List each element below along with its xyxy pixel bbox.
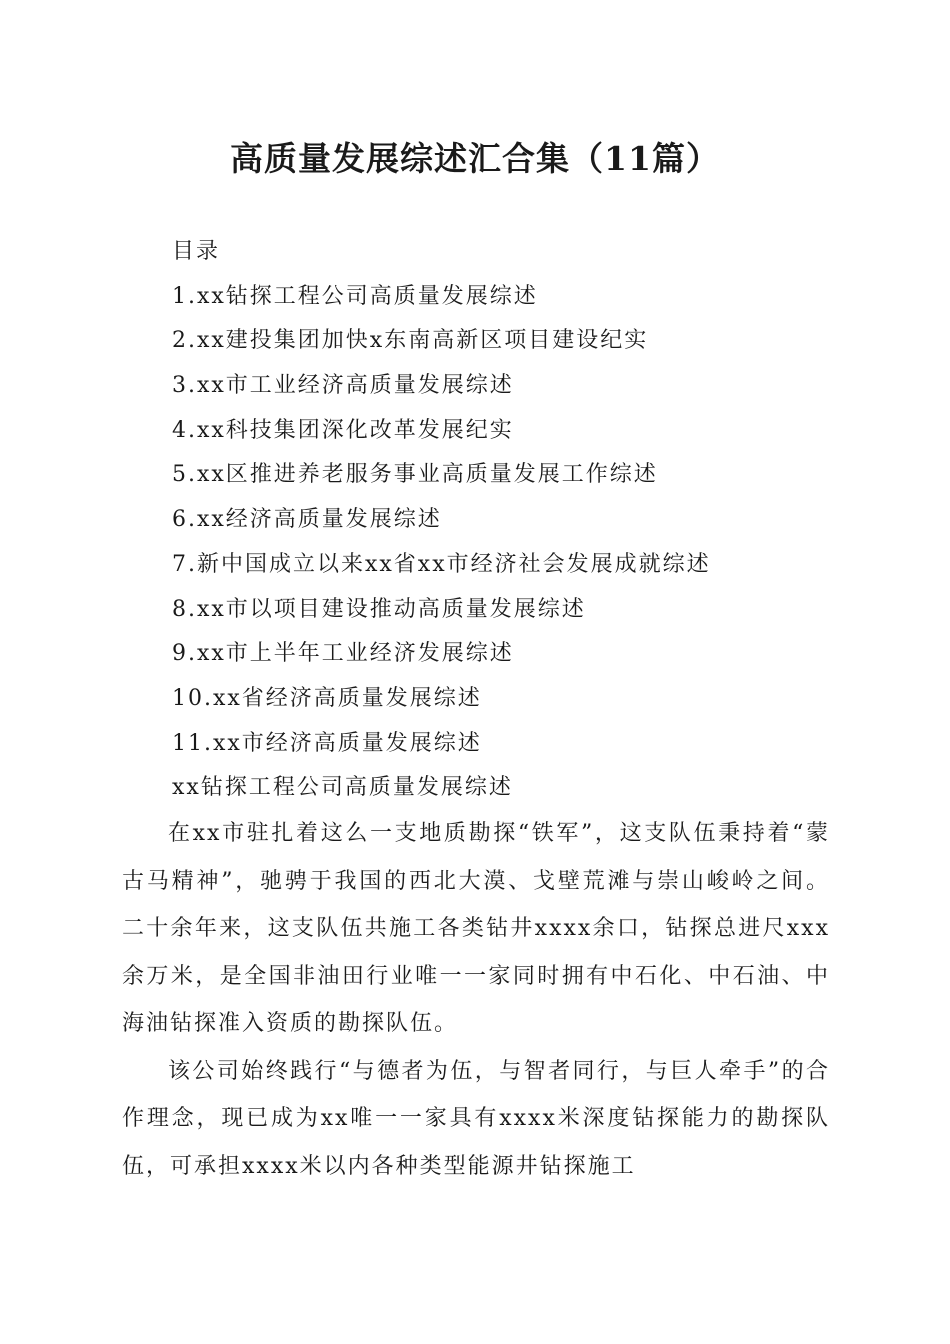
toc-item: 9.xx市上半年工业经济发展综述 [172, 641, 514, 667]
body-text [122, 810, 830, 1190]
table-of-contents [172, 230, 872, 811]
toc-item: 7.新中国成立以来xx省xx市经济社会发展成就综述 [172, 551, 711, 577]
toc-item: 6.xx经济高质量发展综述 [172, 507, 442, 533]
body-paragraph: 该公司始终践行“与德者为伍，与智者同行，与巨人牵手”的合作理念，现已成为xx唯一一家具有xxxx米深度钻探能力的勘探队伍，可承担xxxx米以内各种类型能源井钻探施工 [122, 1058, 830, 1179]
toc-item: 2.xx建投集团加快x东南高新区项目建设纪实 [172, 328, 649, 354]
document-title: 高质量发展综述汇合集（11篇） [230, 139, 720, 178]
toc-item: 5.xx区推进养老服务事业高质量发展工作综述 [172, 462, 658, 488]
toc-item: 1.xx钻探工程公司高质量发展综述 [172, 283, 538, 309]
toc-item: 4.xx科技集团深化改革发展纪实 [172, 417, 514, 443]
body-paragraph: 在xx市驻扎着这么一支地质勘探“铁军”，这支队伍秉持着“蒙古马精神”，驰骋于我国的西北大漠、戈壁荒滩与崇山峻岭之间。二十余年来，这支队伍共施工各类钻井xxxx余口，钻探总进尺xxx余万米，是全国非油田行业唯一一家同时拥有中石化、中石油、中海油钻探准入资质的勘探队伍。 [122, 821, 830, 1036]
toc-heading: 目录 [172, 239, 221, 264]
toc-item: 8.xx市以项目建设推动高质量发展综述 [172, 596, 586, 622]
section-heading: xx钻探工程公司高质量发展综述 [172, 775, 513, 801]
toc-item: 11.xx市经济高质量发展综述 [172, 730, 482, 756]
toc-item: 10.xx省经济高质量发展综述 [172, 685, 482, 711]
toc-item: 3.xx市工业经济高质量发展综述 [172, 373, 514, 399]
